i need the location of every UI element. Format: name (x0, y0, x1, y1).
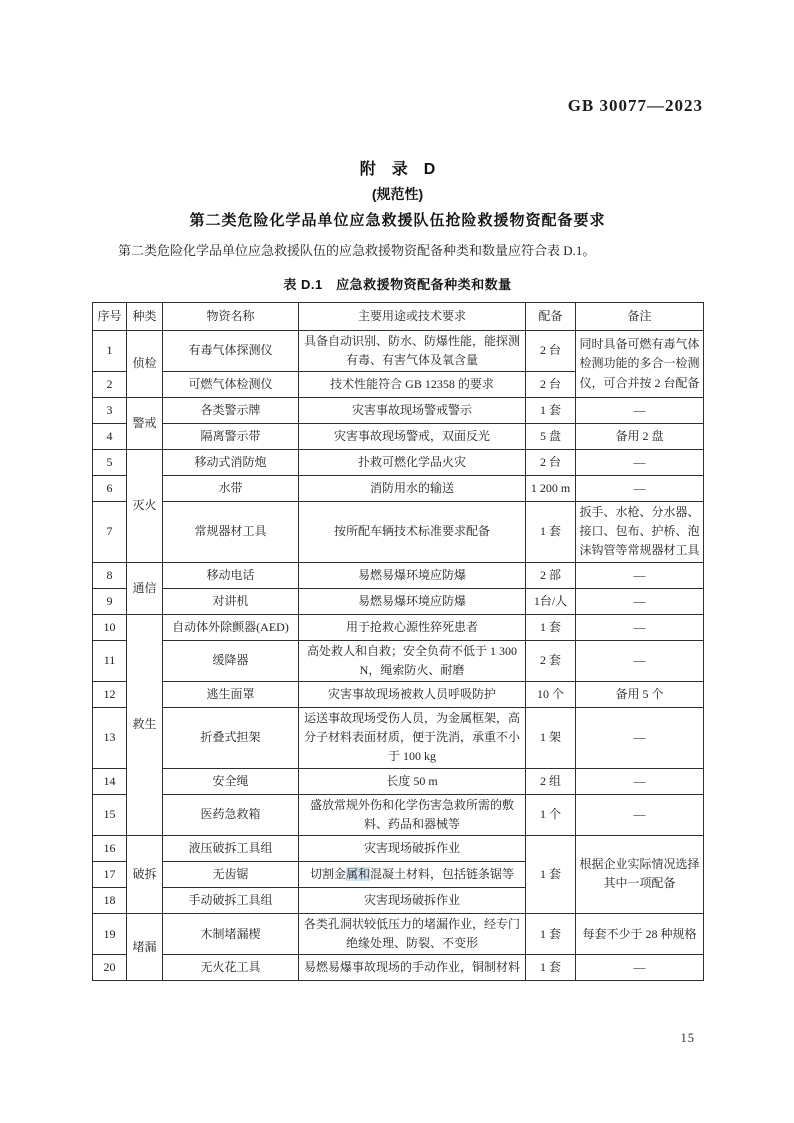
note-cell: — (576, 708, 704, 769)
note-cell: 同时具备可燃有毒气体检测功能的多合一检测仪，可合并按 2 台配备 (576, 330, 704, 397)
item-name-cell: 隔离警示带 (163, 424, 299, 450)
row-number-cell: 12 (93, 682, 127, 708)
row-number-cell: 13 (93, 708, 127, 769)
row-number-cell: 9 (93, 588, 127, 614)
quantity-cell: 2 台 (526, 450, 576, 476)
table-row (93, 682, 704, 708)
item-name-cell: 木制堵漏楔 (163, 913, 299, 954)
appendix-title: 附 录 D (359, 161, 436, 179)
item-name-cell: 常规器材工具 (163, 502, 299, 563)
item-name-cell: 逃生面罩 (163, 682, 299, 708)
table-row (93, 588, 704, 614)
row-number-cell: 15 (93, 794, 127, 835)
usage-cell: 按所配车辆技术标准要求配备 (299, 502, 526, 563)
category-cell: 破拆 (127, 835, 163, 913)
table-row (93, 794, 704, 835)
usage-cell: 灾害事故现场警戒警示 (299, 398, 526, 424)
supplies-table (92, 302, 704, 982)
usage-cell: 灾害现场破拆作业 (299, 887, 526, 913)
row-number-cell: 7 (93, 502, 127, 563)
usage-cell: 消防用水的输送 (299, 476, 526, 502)
quantity-cell: 1 套 (526, 614, 576, 640)
row-number-cell: 5 (93, 450, 127, 476)
usage-cell: 运送事故现场受伤人员，为金属框架，高分子材料表面材质，便于洗消，承重不小于 100 kg (299, 708, 526, 769)
quantity-cell: 2 组 (526, 768, 576, 794)
quantity-cell: 1台/人 (526, 588, 576, 614)
item-name-cell: 缓降器 (163, 640, 299, 681)
page-content (92, 0, 703, 981)
quantity-cell: 2 台 (526, 372, 576, 398)
category-cell: 灭火 (127, 450, 163, 563)
note-cell: — (576, 450, 704, 476)
quantity-cell: 1 200 m (526, 476, 576, 502)
category-cell: 通信 (127, 562, 163, 614)
quantity-cell: 1 套 (526, 955, 576, 981)
intro-paragraph: 第二类危险化学品单位应急救援队伍的应急救援物资配备种类和数量应符合表 D.1。 (118, 243, 596, 259)
usage-cell: 易燃易爆环境应防爆 (299, 562, 526, 588)
usage-cell: 灾害现场破拆作业 (299, 835, 526, 861)
table-header-row (93, 302, 704, 330)
item-name-cell: 有毒气体探测仪 (163, 330, 299, 371)
note-cell: — (576, 640, 704, 681)
row-number-cell: 6 (93, 476, 127, 502)
quantity-cell: 5 盘 (526, 424, 576, 450)
usage-cell: 扑救可燃化学品火灾 (299, 450, 526, 476)
note-cell: — (576, 794, 704, 835)
usage-cell: 盛放常规外伤和化学伤害急救所需的敷料、药品和器械等 (299, 794, 526, 835)
usage-text: 混凝土材料，包括链条锯等 (370, 866, 515, 881)
quantity-cell: 1 套 (526, 913, 576, 954)
quantity-cell: 10 个 (526, 682, 576, 708)
item-name-cell: 移动电话 (163, 562, 299, 588)
row-number-cell: 1 (93, 330, 127, 371)
quantity-cell: 1 个 (526, 794, 576, 835)
usage-cell: 各类孔洞状较低压力的堵漏作业，经专门绝缘处理、防裂、不变形 (299, 913, 526, 954)
table-caption: 表 D.1 应急救援物资配备种类和数量 (283, 277, 512, 293)
col-header-category: 种类 (127, 302, 163, 330)
row-number-cell: 19 (93, 913, 127, 954)
usage-cell: 具备自动识别、防水、防爆性能，能探测有毒、有害气体及氧含量 (299, 330, 526, 371)
category-cell: 救生 (127, 614, 163, 835)
usage-cell: 高处救人和自救；安全负荷不低于 1 300 N，绳索防火、耐磨 (299, 640, 526, 681)
item-name-cell: 安全绳 (163, 768, 299, 794)
appendix-heading: 第二类危险化学品单位应急救援队伍抢险救援物资配备要求 (189, 211, 606, 229)
note-cell: 备用 5 个 (576, 682, 704, 708)
category-cell: 侦检 (127, 330, 163, 397)
quantity-cell: 2 台 (526, 330, 576, 371)
usage-cell (299, 861, 526, 887)
item-name-cell: 移动式消防炮 (163, 450, 299, 476)
table-row (93, 835, 704, 861)
item-name-cell: 折叠式担架 (163, 708, 299, 769)
quantity-cell: 2 套 (526, 640, 576, 681)
table-row (93, 708, 704, 769)
standard-number: GB 30077—2023 (567, 96, 703, 115)
usage-cell: 易燃易爆事故现场的手动作业，铜制材料 (299, 955, 526, 981)
item-name-cell: 医药急救箱 (163, 794, 299, 835)
note-cell: — (576, 588, 704, 614)
text-selection-highlight: 属和 (345, 866, 370, 881)
item-name-cell: 液压破拆工具组 (163, 835, 299, 861)
table-row (93, 424, 704, 450)
item-name-cell: 无火花工具 (163, 955, 299, 981)
row-number-cell: 16 (93, 835, 127, 861)
item-name-cell: 无齿锯 (163, 861, 299, 887)
usage-cell: 技术性能符合 GB 12358 的要求 (299, 372, 526, 398)
table-row (93, 476, 704, 502)
supplies-table-body (93, 330, 704, 981)
row-number-cell: 18 (93, 887, 127, 913)
item-name-cell: 各类警示牌 (163, 398, 299, 424)
usage-cell: 易燃易爆环境应防爆 (299, 588, 526, 614)
table-row (93, 913, 704, 954)
page-number: 15 (680, 1031, 695, 1045)
table-row (93, 614, 704, 640)
row-number-cell: 10 (93, 614, 127, 640)
table-row (93, 768, 704, 794)
note-cell: — (576, 955, 704, 981)
row-number-cell: 3 (93, 398, 127, 424)
table-row (93, 955, 704, 981)
quantity-cell: 2 部 (526, 562, 576, 588)
item-name-cell: 自动体外除颤器(AED) (163, 614, 299, 640)
table-row (93, 562, 704, 588)
usage-cell: 灾害事故现场被救人员呼吸防护 (299, 682, 526, 708)
quantity-cell: 1 套 (526, 835, 576, 913)
table-row (93, 398, 704, 424)
col-header-usage: 主要用途或技术要求 (299, 302, 526, 330)
col-header-quantity: 配备 (526, 302, 576, 330)
category-cell: 警戒 (127, 398, 163, 450)
row-number-cell: 17 (93, 861, 127, 887)
note-cell: 扳手、水枪、分水器、接口、包布、护桥、泡沫钩管等常规器材工具 (576, 502, 704, 563)
note-cell: 每套不少于 28 种规格 (576, 913, 704, 954)
appendix-normative-label: (规范性) (371, 186, 424, 203)
row-number-cell: 11 (93, 640, 127, 681)
category-cell: 堵漏 (127, 913, 163, 980)
note-cell: — (576, 398, 704, 424)
usage-cell: 用于抢救心源性猝死患者 (299, 614, 526, 640)
usage-cell: 灾害事故现场警戒，双面反光 (299, 424, 526, 450)
note-cell: — (576, 562, 704, 588)
table-row (93, 640, 704, 681)
row-number-cell: 14 (93, 768, 127, 794)
row-number-cell: 8 (93, 562, 127, 588)
row-number-cell: 2 (93, 372, 127, 398)
table-row (93, 330, 704, 371)
col-header-note: 备注 (576, 302, 704, 330)
table-row (93, 450, 704, 476)
usage-text: 切割金 (309, 866, 346, 881)
quantity-cell: 1 套 (526, 502, 576, 563)
col-header-item-name: 物资名称 (163, 302, 299, 330)
item-name-cell: 可燃气体检测仪 (163, 372, 299, 398)
item-name-cell: 水带 (163, 476, 299, 502)
row-number-cell: 20 (93, 955, 127, 981)
row-number-cell: 4 (93, 424, 127, 450)
table-row (93, 502, 704, 563)
item-name-cell: 对讲机 (163, 588, 299, 614)
quantity-cell: 1 套 (526, 398, 576, 424)
usage-cell: 长度 50 m (299, 768, 526, 794)
note-cell: — (576, 614, 704, 640)
note-cell: 根据企业实际情况选择其中一项配备 (576, 835, 704, 913)
item-name-cell: 手动破拆工具组 (163, 887, 299, 913)
quantity-cell: 1 架 (526, 708, 576, 769)
col-header-serial: 序号 (93, 302, 127, 330)
note-cell: 备用 2 盘 (576, 424, 704, 450)
note-cell: — (576, 768, 704, 794)
note-cell: — (576, 476, 704, 502)
